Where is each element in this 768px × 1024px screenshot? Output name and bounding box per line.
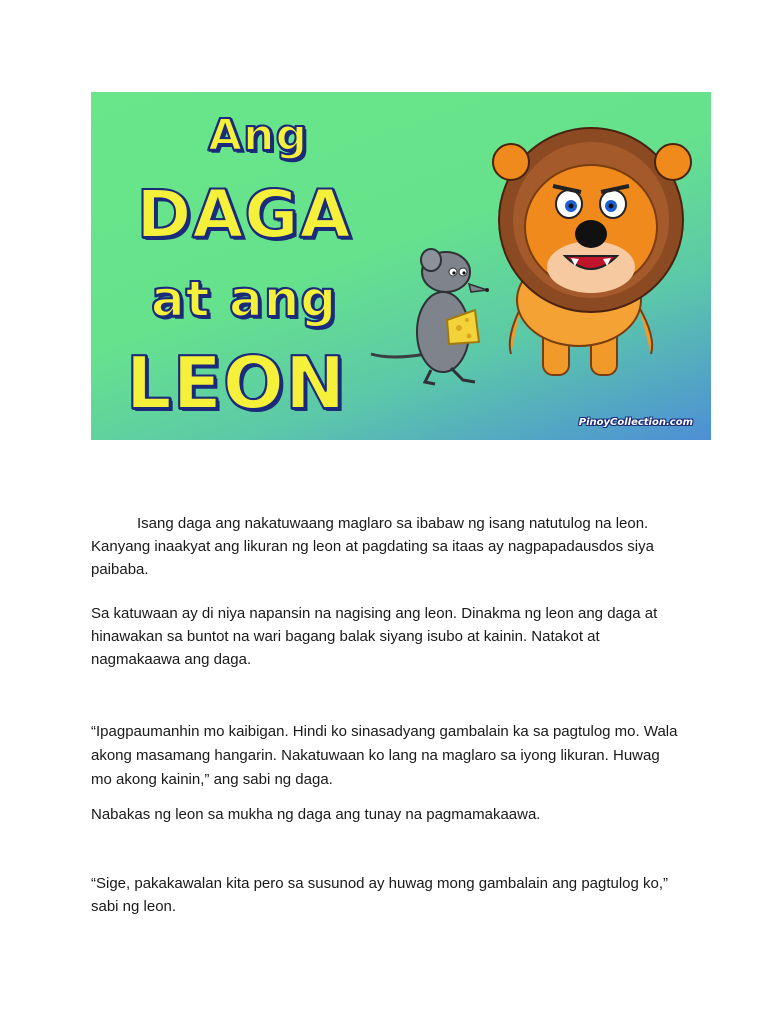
cover-title-line-1: Ang [208, 110, 308, 161]
story-paragraph-1 [91, 512, 681, 581]
cover-watermark: PinoyCollection.com [578, 417, 693, 428]
story-paragraph-5: “Sige, pakakawalan kita pero sa susunod ay huwag mong gambalain ang pagtulog ko,” sabi ng leon. [91, 875, 669, 915]
cover-title-line-4: LEON [125, 341, 347, 425]
lion-illustration [493, 128, 691, 375]
story-paragraph-1-text: Isang daga ang nakatuwaang maglaro sa ibabaw ng isang natutulog na leon. Kanyang inaakyat ang likuran ng leon at pagdating sa itaas ay nagpapadausdos siya paibaba. [91, 515, 654, 578]
story-paragraph-2: Sa katuwaan ay di niya napansin na nagising ang leon. Dinakma ng leon ang daga at hinawakan sa buntot na wari bagang balak siyang isubo at kainin. Natakot at nagmakaawa ang daga. [91, 605, 658, 668]
story-cover-image [91, 92, 711, 440]
story-paragraph-3: “Ipagpaumanhin mo kaibigan. Hindi ko sinasadyang gambalain ka sa pagtulog mo. Wala akong masamang hangarin. Nakatuwaan ko lang na maglaro sa iyong likuran. Huwag mo akong kainin,” ang sabi ng daga. [91, 723, 678, 788]
cover-title-line-3: at ang [150, 270, 338, 328]
story-paragraph-4: Nabakas ng leon sa mukha ng daga ang tunay na pagmamakaawa. [91, 806, 541, 823]
cover-title-line-2: DAGA [136, 176, 352, 253]
